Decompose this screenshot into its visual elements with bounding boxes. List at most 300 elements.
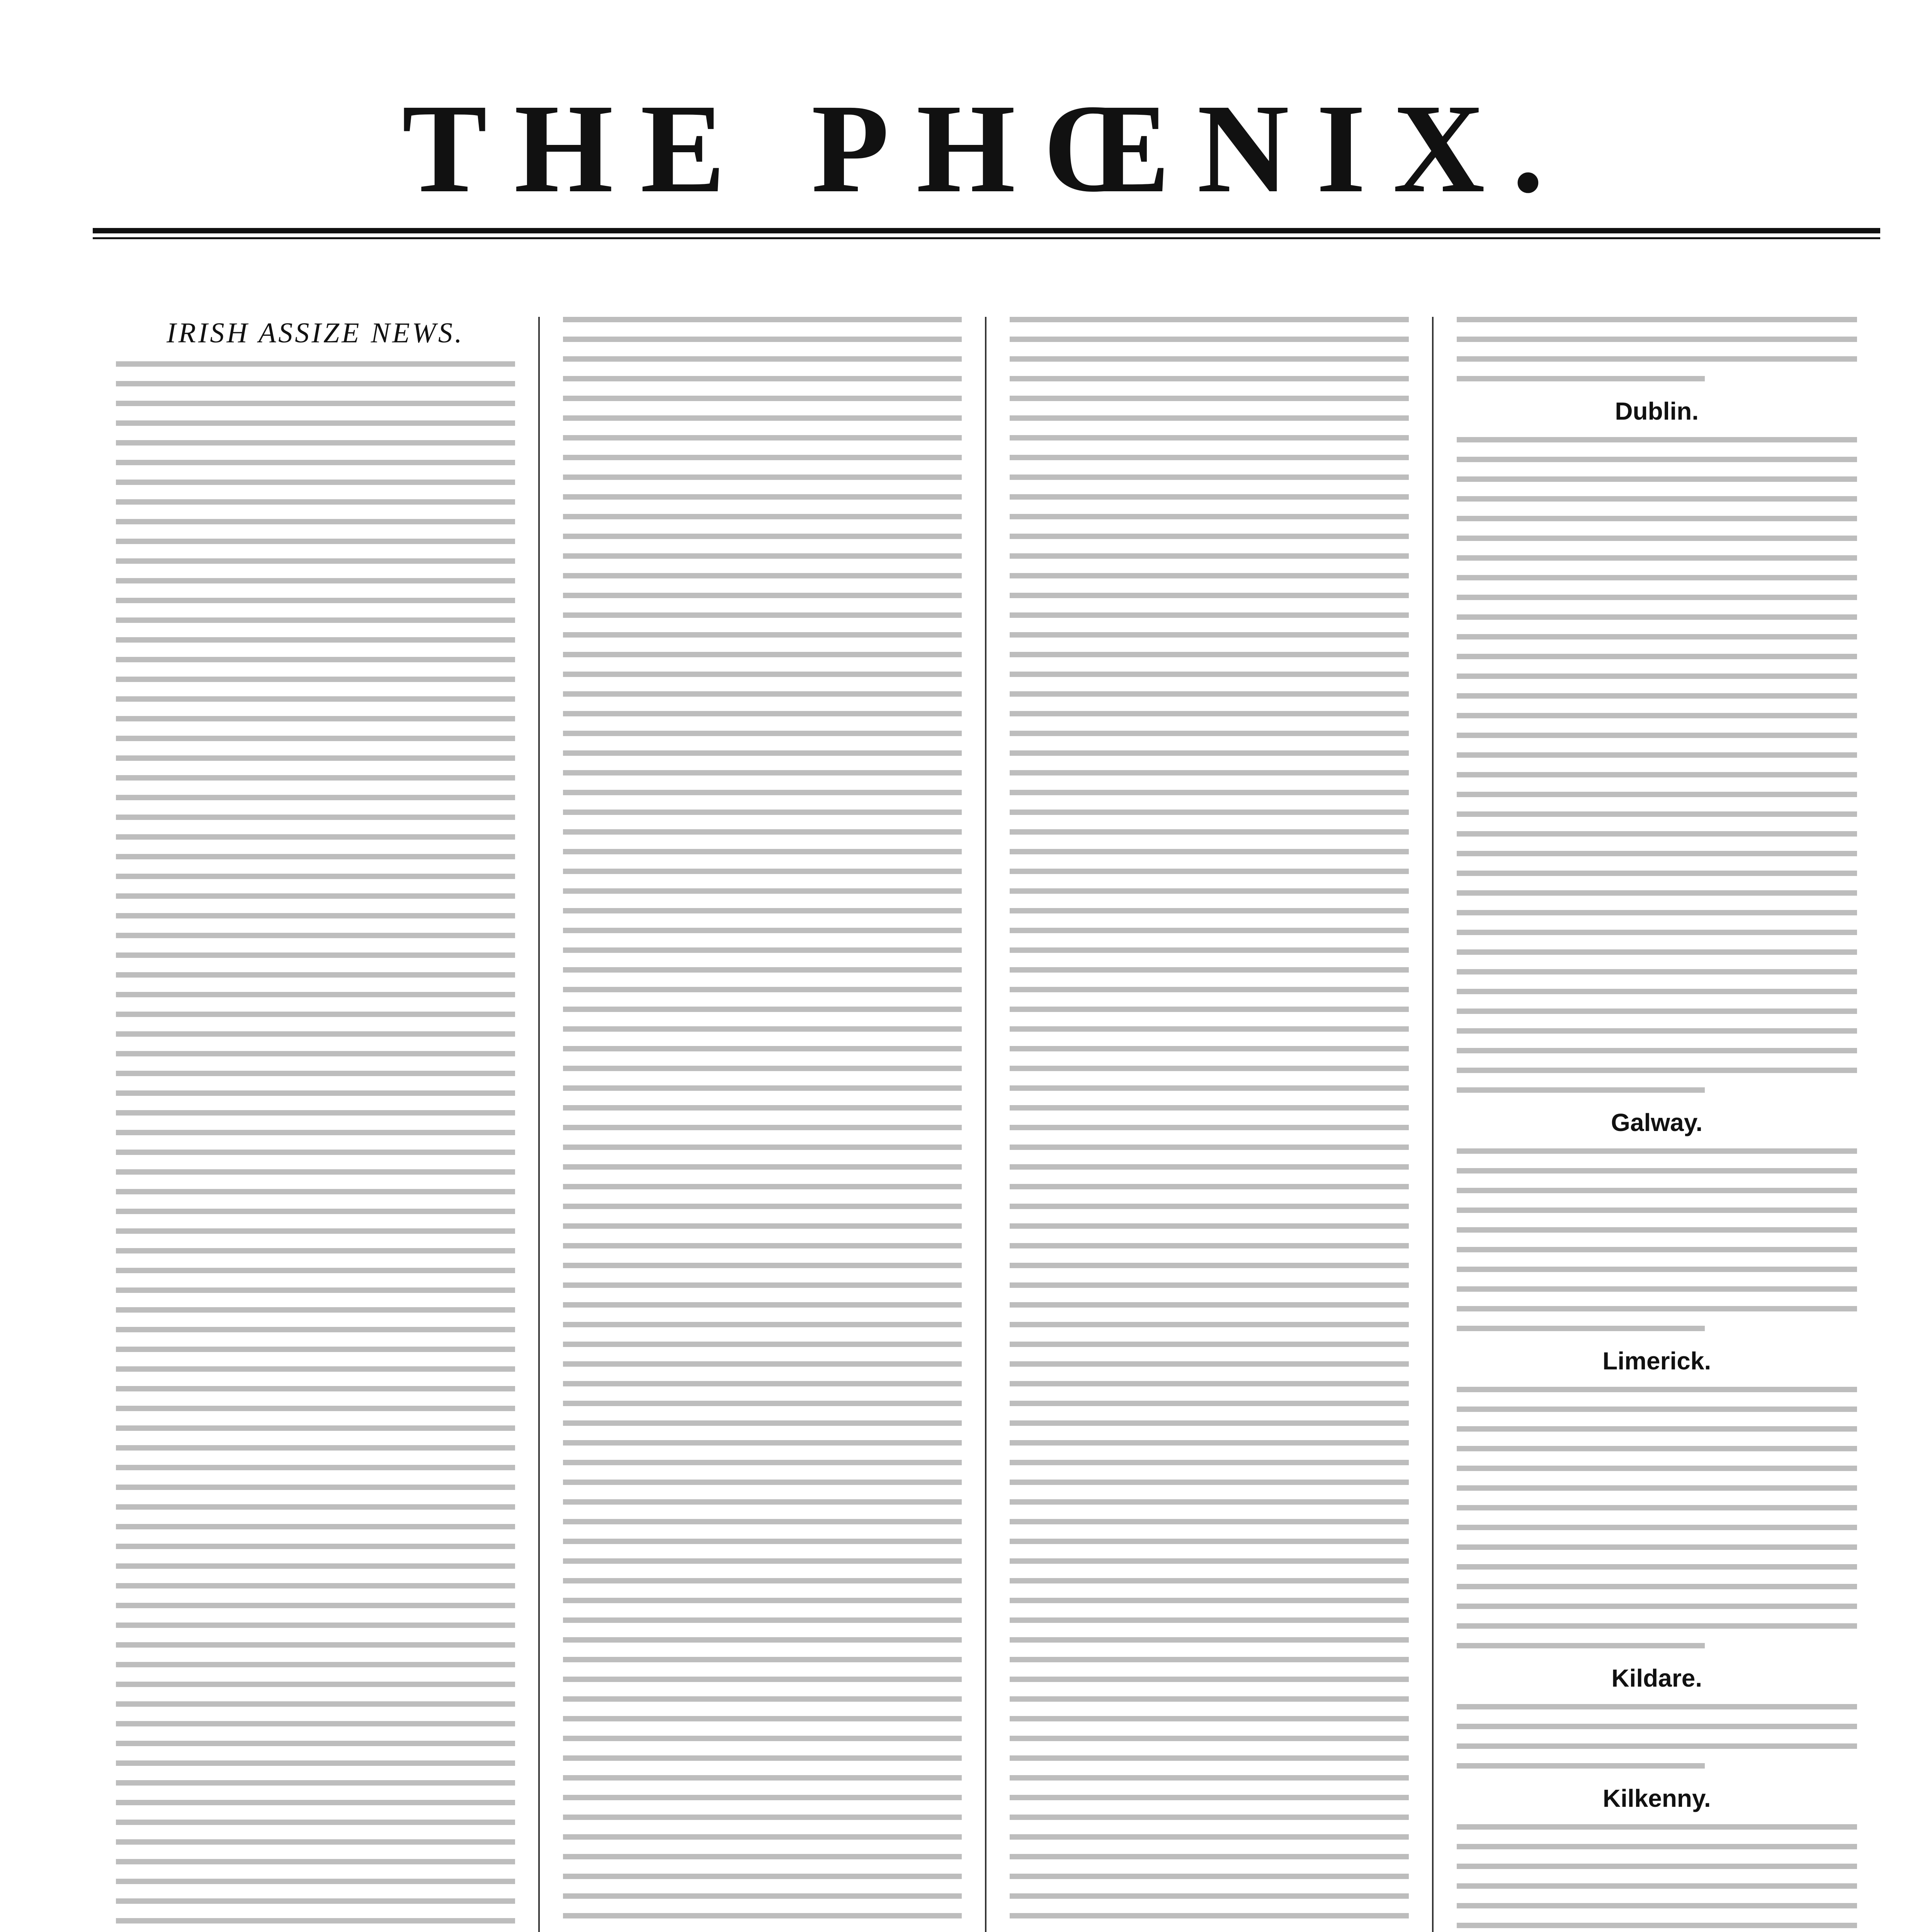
- column-4: [1434, 317, 1881, 1932]
- text-line-placeholder: [116, 1465, 515, 1470]
- galway-body-placeholder: [1457, 1148, 1857, 1331]
- text-line-placeholder: [116, 1760, 515, 1766]
- text-line-placeholder: [1457, 910, 1857, 915]
- column-1: [93, 317, 540, 1932]
- text-line-placeholder: [563, 1243, 962, 1248]
- text-line-placeholder: [116, 815, 515, 820]
- column-grid: [93, 317, 1880, 1932]
- text-line-placeholder: [1457, 772, 1857, 777]
- text-line-placeholder: [1457, 516, 1857, 521]
- text-line-placeholder: [1010, 612, 1409, 618]
- text-line-placeholder: [116, 1642, 515, 1648]
- text-line-placeholder: [1457, 693, 1857, 699]
- text-line-placeholder: [1457, 831, 1857, 837]
- region-heading-kildare: Kildare.: [1611, 1664, 1702, 1692]
- text-line-placeholder: [563, 1677, 962, 1682]
- text-line-placeholder: [1010, 1263, 1409, 1268]
- text-line-placeholder: [1457, 1544, 1857, 1550]
- text-line-placeholder: [116, 1839, 515, 1845]
- text-line-placeholder: [1457, 337, 1857, 342]
- text-line-placeholder: [1010, 1066, 1409, 1071]
- text-line-placeholder: [1457, 1864, 1857, 1869]
- text-line-placeholder: [116, 1248, 515, 1253]
- text-line-placeholder: [563, 632, 962, 638]
- text-line-placeholder: [1010, 1480, 1409, 1485]
- text-line-placeholder: [563, 672, 962, 677]
- text-line-placeholder: [1010, 750, 1409, 756]
- text-line-placeholder: [116, 1228, 515, 1234]
- text-line-placeholder: [1010, 1342, 1409, 1347]
- text-line-placeholder: [1457, 1824, 1857, 1830]
- text-line-placeholder: [1457, 1028, 1857, 1034]
- region-heading-kilkenny: Kilkenny.: [1602, 1784, 1711, 1812]
- text-line-placeholder: [1457, 1267, 1857, 1272]
- text-line-placeholder: [1010, 1184, 1409, 1189]
- text-line-placeholder: [563, 1815, 962, 1820]
- text-line-placeholder: [116, 1504, 515, 1510]
- text-line-placeholder: [116, 1169, 515, 1175]
- text-line-placeholder: [563, 494, 962, 500]
- text-line-placeholder: [1010, 1243, 1409, 1248]
- text-line-placeholder: [1457, 457, 1857, 462]
- text-line-placeholder: [563, 1164, 962, 1170]
- text-line-placeholder: [1010, 967, 1409, 973]
- text-line-placeholder: [116, 1741, 515, 1746]
- text-line-placeholder: [563, 1204, 962, 1209]
- text-line-placeholder: [563, 553, 962, 559]
- text-line-placeholder: [1010, 849, 1409, 854]
- text-line-placeholder: [116, 972, 515, 978]
- assize-end-placeholder: [1010, 317, 1409, 1932]
- text-line-placeholder: [1010, 376, 1409, 381]
- text-line-placeholder: [1457, 1068, 1857, 1073]
- text-line-placeholder: [563, 770, 962, 776]
- text-line-placeholder: [1457, 317, 1857, 322]
- text-line-placeholder: [563, 1401, 962, 1406]
- region-heading-galway: Galway.: [1611, 1109, 1703, 1136]
- text-line-placeholder: [563, 356, 962, 362]
- text-line-placeholder: [1010, 534, 1409, 539]
- text-line-placeholder: [116, 637, 515, 643]
- text-line-placeholder: [116, 992, 515, 997]
- text-line-placeholder: [1457, 930, 1857, 935]
- text-line-placeholder: [563, 1026, 962, 1032]
- text-line-placeholder: [1010, 494, 1409, 500]
- text-line-placeholder: [1010, 356, 1409, 362]
- text-line-placeholder: [1457, 1247, 1857, 1252]
- text-line-placeholder: [563, 928, 962, 933]
- text-line-placeholder: [1457, 1485, 1857, 1491]
- text-line-placeholder: [1010, 770, 1409, 776]
- text-line-placeholder: [563, 987, 962, 992]
- text-line-placeholder: [1010, 317, 1409, 322]
- text-line-placeholder: [116, 460, 515, 465]
- text-line-placeholder: [1010, 1736, 1409, 1741]
- text-line-placeholder: [1457, 1188, 1857, 1193]
- text-line-placeholder: [1010, 790, 1409, 795]
- text-line-placeholder: [563, 1519, 962, 1524]
- cork-continued-placeholder: [1457, 317, 1857, 381]
- text-line-placeholder: [1457, 376, 1705, 381]
- text-line-placeholder: [116, 598, 515, 603]
- text-line-placeholder: [1457, 1505, 1857, 1510]
- text-line-placeholder: [1010, 1834, 1409, 1840]
- text-line-placeholder: [563, 1499, 962, 1505]
- text-line-placeholder: [1457, 356, 1857, 362]
- text-line-placeholder: [563, 1184, 962, 1189]
- text-line-placeholder: [116, 1583, 515, 1588]
- text-line-placeholder: [1457, 496, 1857, 502]
- text-line-placeholder: [116, 1189, 515, 1194]
- text-line-placeholder: [1457, 1903, 1857, 1908]
- text-line-placeholder: [116, 1307, 515, 1313]
- text-line-placeholder: [1010, 1913, 1409, 1918]
- text-line-placeholder: [1010, 1716, 1409, 1721]
- text-line-placeholder: [1457, 1743, 1857, 1749]
- text-line-placeholder: [563, 1145, 962, 1150]
- text-line-placeholder: [116, 1780, 515, 1786]
- text-line-placeholder: [116, 499, 515, 505]
- text-line-placeholder: [1010, 1223, 1409, 1229]
- text-line-placeholder: [1010, 1637, 1409, 1643]
- text-line-placeholder: [116, 401, 515, 406]
- text-line-placeholder: [563, 1361, 962, 1367]
- text-line-placeholder: [116, 519, 515, 524]
- text-line-placeholder: [1010, 1361, 1409, 1367]
- text-line-placeholder: [1457, 634, 1857, 639]
- text-line-placeholder: [1457, 1148, 1857, 1154]
- text-line-placeholder: [1010, 1539, 1409, 1544]
- text-line-placeholder: [563, 1342, 962, 1347]
- text-line-placeholder: [1010, 1775, 1409, 1781]
- text-line-placeholder: [1010, 1519, 1409, 1524]
- text-line-placeholder: [116, 440, 515, 446]
- text-line-placeholder: [1457, 1048, 1857, 1053]
- text-line-placeholder: [116, 913, 515, 918]
- dublin-body-placeholder: [1457, 437, 1857, 1093]
- text-line-placeholder: [1457, 614, 1857, 620]
- kildare-body-placeholder: [1457, 1704, 1857, 1769]
- text-line-placeholder: [1457, 792, 1857, 797]
- text-line-placeholder: [563, 1696, 962, 1702]
- text-line-placeholder: [1457, 1387, 1857, 1392]
- text-line-placeholder: [116, 755, 515, 761]
- text-line-placeholder: [563, 1066, 962, 1071]
- text-line-placeholder: [1457, 1306, 1857, 1311]
- text-line-placeholder: [1010, 415, 1409, 421]
- text-line-placeholder: [1010, 1598, 1409, 1603]
- text-line-placeholder: [563, 1381, 962, 1386]
- text-line-placeholder: [116, 1425, 515, 1431]
- text-line-placeholder: [563, 1755, 962, 1761]
- text-line-placeholder: [1010, 1874, 1409, 1879]
- text-line-placeholder: [1457, 1466, 1857, 1471]
- text-line-placeholder: [563, 1775, 962, 1781]
- text-line-placeholder: [1010, 1282, 1409, 1288]
- text-line-placeholder: [1457, 1208, 1857, 1213]
- text-line-placeholder: [563, 1480, 962, 1485]
- text-line-placeholder: [1457, 1643, 1705, 1648]
- text-line-placeholder: [1010, 1085, 1409, 1091]
- text-line-placeholder: [1457, 733, 1857, 738]
- text-line-placeholder: [116, 716, 515, 721]
- text-line-placeholder: [563, 1539, 962, 1544]
- text-line-placeholder: [116, 1721, 515, 1726]
- text-line-placeholder: [563, 1322, 962, 1327]
- text-line-placeholder: [116, 1209, 515, 1214]
- text-line-placeholder: [1010, 1617, 1409, 1623]
- text-line-placeholder: [563, 514, 962, 519]
- text-line-placeholder: [563, 1105, 962, 1111]
- text-line-placeholder: [116, 1090, 515, 1096]
- text-line-placeholder: [1010, 1657, 1409, 1662]
- text-line-placeholder: [1457, 673, 1857, 679]
- text-line-placeholder: [563, 1637, 962, 1643]
- text-line-placeholder: [1457, 811, 1857, 817]
- text-line-placeholder: [1457, 1406, 1857, 1412]
- text-line-placeholder: [116, 1898, 515, 1904]
- text-line-placeholder: [1010, 1105, 1409, 1111]
- text-line-placeholder: [116, 1662, 515, 1667]
- text-line-placeholder: [116, 1800, 515, 1805]
- text-line-placeholder: [1010, 711, 1409, 716]
- text-line-placeholder: [116, 1268, 515, 1273]
- text-line-placeholder: [1457, 595, 1857, 600]
- newspaper-page: [93, 78, 1880, 1932]
- text-line-placeholder: [563, 1893, 962, 1899]
- text-line-placeholder: [116, 854, 515, 859]
- text-line-placeholder: [1010, 1125, 1409, 1130]
- text-line-placeholder: [116, 1859, 515, 1864]
- text-line-placeholder: [563, 1578, 962, 1583]
- text-line-placeholder: [563, 573, 962, 578]
- text-line-placeholder: [1010, 888, 1409, 894]
- text-line-placeholder: [116, 1445, 515, 1451]
- text-line-placeholder: [563, 731, 962, 736]
- text-line-placeholder: [1010, 1815, 1409, 1820]
- text-line-placeholder: [116, 1485, 515, 1490]
- text-line-placeholder: [1457, 1623, 1857, 1629]
- text-line-placeholder: [1010, 691, 1409, 697]
- text-line-placeholder: [116, 617, 515, 623]
- text-line-placeholder: [116, 795, 515, 800]
- text-line-placeholder: [116, 1071, 515, 1076]
- text-line-placeholder: [563, 1834, 962, 1840]
- text-line-placeholder: [1457, 575, 1857, 580]
- text-line-placeholder: [1457, 989, 1857, 994]
- text-line-placeholder: [116, 1406, 515, 1411]
- text-line-placeholder: [116, 657, 515, 662]
- text-line-placeholder: [1010, 1795, 1409, 1800]
- text-line-placeholder: [1457, 555, 1857, 561]
- text-line-placeholder: [1457, 1604, 1857, 1609]
- text-line-placeholder: [1010, 1558, 1409, 1564]
- text-line-placeholder: [563, 435, 962, 440]
- text-line-placeholder: [563, 790, 962, 795]
- text-line-placeholder: [1457, 1426, 1857, 1432]
- kilkenny-body-placeholder: [1457, 1824, 1857, 1932]
- text-line-placeholder: [1010, 593, 1409, 598]
- text-line-placeholder: [1457, 1923, 1857, 1928]
- text-line-placeholder: [1010, 435, 1409, 440]
- limerick-body-placeholder: [1457, 1387, 1857, 1648]
- text-line-placeholder: [563, 474, 962, 480]
- text-line-placeholder: [1457, 949, 1857, 955]
- text-line-placeholder: [563, 415, 962, 421]
- text-line-placeholder: [1457, 536, 1857, 541]
- text-line-placeholder: [116, 1366, 515, 1372]
- text-line-placeholder: [563, 1282, 962, 1288]
- text-line-placeholder: [563, 947, 962, 953]
- text-line-placeholder: [563, 337, 962, 342]
- text-line-placeholder: [116, 1012, 515, 1017]
- text-line-placeholder: [1010, 474, 1409, 480]
- text-line-placeholder: [1010, 396, 1409, 401]
- text-line-placeholder: [116, 1110, 515, 1116]
- text-line-placeholder: [116, 558, 515, 564]
- text-line-placeholder: [116, 1701, 515, 1707]
- text-line-placeholder: [116, 1386, 515, 1391]
- text-line-placeholder: [1010, 573, 1409, 578]
- text-line-placeholder: [563, 652, 962, 657]
- text-line-placeholder: [563, 1736, 962, 1741]
- text-line-placeholder: [116, 1327, 515, 1332]
- text-line-placeholder: [563, 612, 962, 618]
- text-line-placeholder: [563, 908, 962, 913]
- text-line-placeholder: [1010, 1401, 1409, 1406]
- text-line-placeholder: [563, 1302, 962, 1308]
- text-line-placeholder: [1010, 1578, 1409, 1583]
- text-line-placeholder: [1010, 337, 1409, 342]
- text-line-placeholder: [563, 1795, 962, 1800]
- text-line-placeholder: [563, 829, 962, 835]
- text-line-placeholder: [1457, 1844, 1857, 1849]
- text-line-placeholder: [563, 1657, 962, 1662]
- text-line-placeholder: [116, 1130, 515, 1135]
- text-line-placeholder: [563, 1874, 962, 1879]
- text-line-placeholder: [563, 1558, 962, 1564]
- text-line-placeholder: [116, 696, 515, 702]
- text-line-placeholder: [1457, 969, 1857, 975]
- text-line-placeholder: [563, 455, 962, 460]
- text-line-placeholder: [563, 1223, 962, 1229]
- text-line-placeholder: [563, 869, 962, 874]
- text-line-placeholder: [1457, 1326, 1705, 1331]
- text-line-placeholder: [1010, 1499, 1409, 1505]
- text-line-placeholder: [563, 317, 962, 322]
- text-line-placeholder: [563, 376, 962, 381]
- irish-assize-news-heading: IRISH ASSIZE NEWS.: [167, 317, 464, 349]
- text-line-placeholder: [563, 1716, 962, 1721]
- text-line-placeholder: [1010, 1420, 1409, 1426]
- text-line-placeholder: [116, 420, 515, 426]
- text-line-placeholder: [1457, 1525, 1857, 1530]
- text-line-placeholder: [563, 1854, 962, 1859]
- text-line-placeholder: [1010, 1440, 1409, 1446]
- assize-body-placeholder: [116, 361, 515, 1932]
- text-line-placeholder: [563, 396, 962, 401]
- text-line-placeholder: [1010, 1026, 1409, 1032]
- text-line-placeholder: [1010, 810, 1409, 815]
- text-line-placeholder: [116, 1622, 515, 1628]
- text-line-placeholder: [1010, 928, 1409, 933]
- text-line-placeholder: [1457, 1227, 1857, 1233]
- text-line-placeholder: [1457, 437, 1857, 442]
- text-line-placeholder: [563, 691, 962, 697]
- text-line-placeholder: [116, 539, 515, 544]
- text-line-placeholder: [1457, 1724, 1857, 1729]
- text-line-placeholder: [1457, 1286, 1857, 1292]
- text-line-placeholder: [116, 578, 515, 583]
- text-line-placeholder: [563, 1913, 962, 1918]
- text-line-placeholder: [563, 967, 962, 973]
- text-line-placeholder: [1010, 1046, 1409, 1051]
- text-line-placeholder: [1457, 1168, 1857, 1173]
- region-heading-limerick: Limerick.: [1602, 1347, 1711, 1375]
- masthead-rule: [93, 228, 1880, 239]
- text-line-placeholder: [116, 893, 515, 899]
- text-line-placeholder: [563, 711, 962, 716]
- text-line-placeholder: [1010, 672, 1409, 677]
- text-line-placeholder: [563, 888, 962, 894]
- column-3: [986, 317, 1434, 1932]
- text-line-placeholder: [116, 1287, 515, 1293]
- text-line-placeholder: [116, 874, 515, 879]
- text-line-placeholder: [1010, 1677, 1409, 1682]
- text-line-placeholder: [116, 480, 515, 485]
- text-line-placeholder: [1010, 1460, 1409, 1465]
- assize-continued-placeholder: [563, 317, 962, 1932]
- text-line-placeholder: [1010, 553, 1409, 559]
- text-line-placeholder: [563, 593, 962, 598]
- text-line-placeholder: [1010, 1164, 1409, 1170]
- text-line-placeholder: [1457, 476, 1857, 482]
- text-line-placeholder: [563, 1046, 962, 1051]
- text-line-placeholder: [1010, 1322, 1409, 1327]
- text-line-placeholder: [1010, 1696, 1409, 1702]
- text-line-placeholder: [116, 361, 515, 367]
- text-line-placeholder: [1010, 731, 1409, 736]
- text-line-placeholder: [116, 1150, 515, 1155]
- text-line-placeholder: [563, 534, 962, 539]
- text-line-placeholder: [1010, 908, 1409, 913]
- text-line-placeholder: [1010, 1381, 1409, 1386]
- text-line-placeholder: [1457, 1763, 1705, 1769]
- text-line-placeholder: [1457, 1883, 1857, 1889]
- text-line-placeholder: [116, 1879, 515, 1884]
- text-line-placeholder: [1457, 871, 1857, 876]
- text-line-placeholder: [563, 1460, 962, 1465]
- text-line-placeholder: [1457, 1446, 1857, 1451]
- text-line-placeholder: [116, 1918, 515, 1923]
- text-line-placeholder: [116, 1031, 515, 1037]
- text-line-placeholder: [1457, 654, 1857, 659]
- text-line-placeholder: [116, 1051, 515, 1056]
- text-line-placeholder: [563, 1125, 962, 1130]
- text-line-placeholder: [116, 1524, 515, 1529]
- text-line-placeholder: [1010, 514, 1409, 519]
- text-line-placeholder: [1457, 1584, 1857, 1589]
- text-line-placeholder: [1010, 1893, 1409, 1899]
- text-line-placeholder: [116, 933, 515, 938]
- text-line-placeholder: [563, 1598, 962, 1603]
- masthead-title: THE PHŒNIX.: [402, 78, 1571, 219]
- text-line-placeholder: [1010, 947, 1409, 953]
- text-line-placeholder: [1010, 1007, 1409, 1012]
- text-line-placeholder: [1457, 1087, 1705, 1093]
- text-line-placeholder: [1457, 851, 1857, 856]
- text-line-placeholder: [1457, 1564, 1857, 1570]
